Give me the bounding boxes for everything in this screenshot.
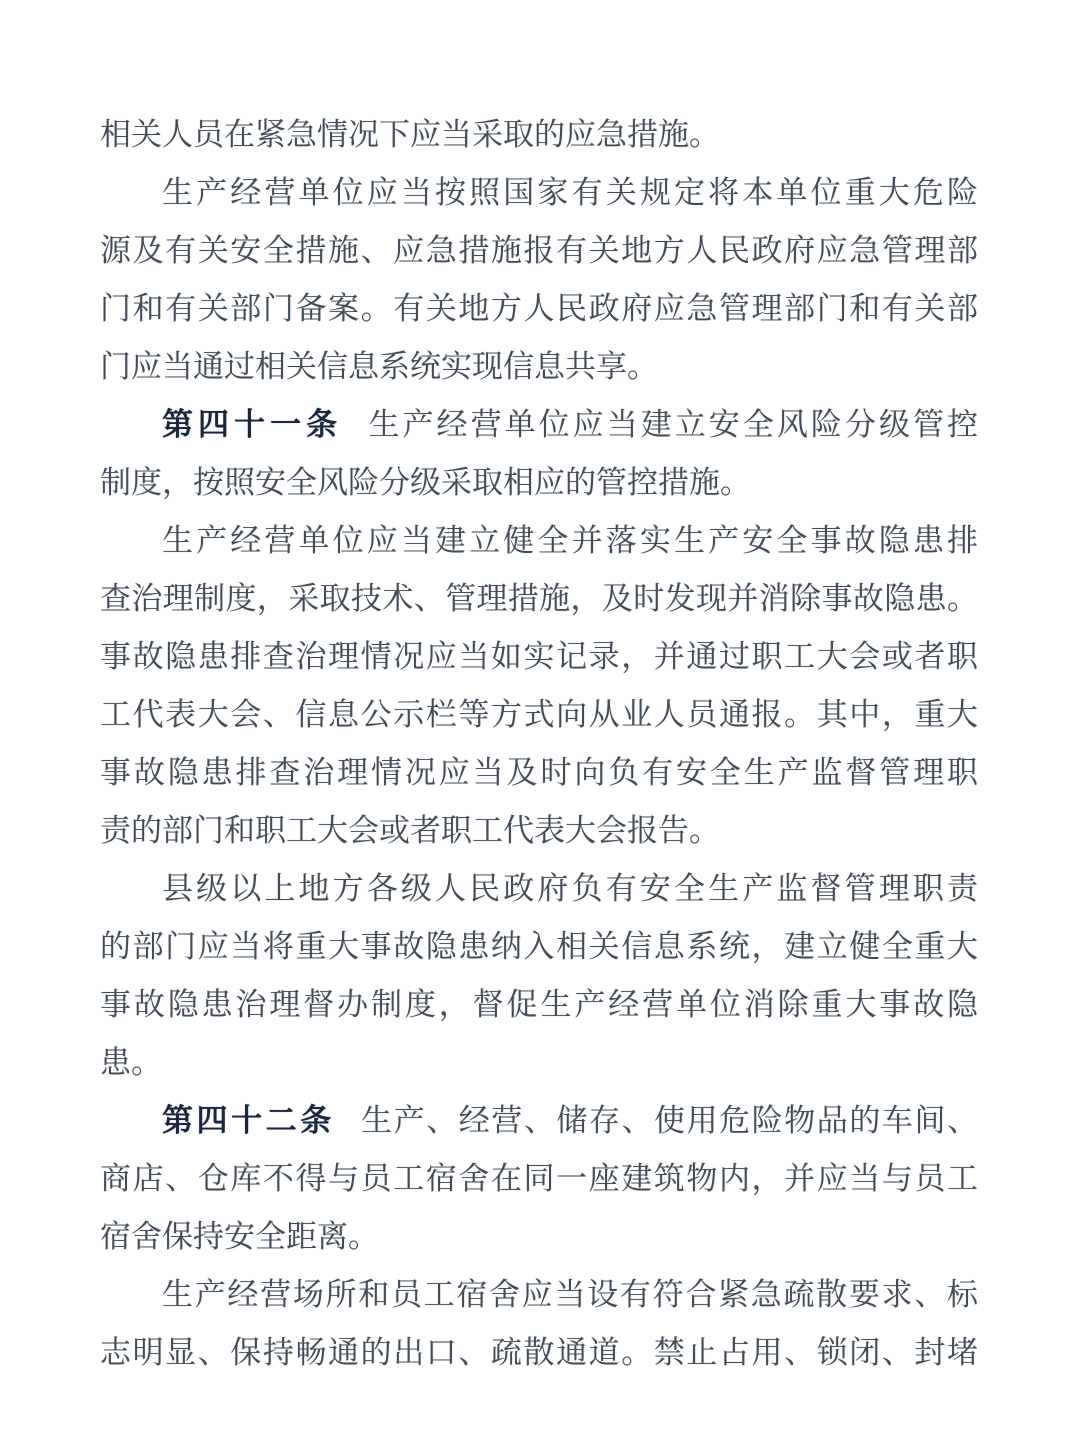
text-line: 县级以上地方各级人民政府负有安全生产监督管理职责 [162, 871, 978, 906]
text-line: 生产经营单位应当按照国家有关规定将本单位重大危险 [162, 175, 978, 210]
text-line: 事故隐患排查治理情况应当如实记录，并通过职工大会或者职 [100, 639, 978, 674]
text-line: 患。 [100, 1045, 162, 1080]
text-line: 源及有关安全措施、应急措施报有关地方人民政府应急管理部 [100, 233, 978, 268]
text-line: 门和有关部门备案。有关地方人民政府应急管理部门和有关部 [100, 291, 978, 326]
article-number: 第四十二条 [162, 1103, 335, 1138]
text-line: 商店、仓库不得与员工宿舍在同一座建筑物内，并应当与员工 [100, 1161, 978, 1196]
text-line: 事故隐患治理督办制度，督促生产经营单位消除重大事故隐 [100, 987, 978, 1022]
text-line: 事故隐患排查治理情况应当及时向负有安全生产监督管理职 [100, 755, 978, 790]
text-line: 第四十二条 生产、经营、储存、使用危险物品的车间、 [162, 1103, 979, 1138]
text-line: 志明显、保持畅通的出口、疏散通道。禁止占用、锁闭、封堵 [100, 1335, 978, 1370]
text-line: 生产经营单位应当建立健全并落实生产安全事故隐患排 [162, 523, 978, 558]
text-line: 宿舍保持安全距离。 [100, 1219, 379, 1254]
text-line: 查治理制度，采取技术、管理措施，及时发现并消除事故隐患。 [100, 581, 978, 616]
text-line: 责的部门和职工大会或者职工代表大会报告。 [100, 813, 720, 848]
text-line: 相关人员在紧急情况下应当采取的应急措施。 [100, 117, 720, 152]
text-line: 的部门应当将重大事故隐患纳入相关信息系统，建立健全重大 [100, 929, 978, 964]
article-number: 第四十一条 [162, 407, 343, 442]
text-line: 门应当通过相关信息系统实现信息共享。 [100, 349, 658, 384]
text-line: 第四十一条 生产经营单位应当建立安全风险分级管控 [162, 407, 979, 442]
text-line: 生产经营场所和员工宿舍应当设有符合紧急疏散要求、标 [162, 1277, 978, 1312]
text-line: 工代表大会、信息公示栏等方式向从业人员通报。其中，重大 [100, 697, 978, 732]
text-line: 制度，按照安全风险分级采取相应的管控措施。 [100, 465, 751, 500]
document-body [100, 106, 978, 1382]
